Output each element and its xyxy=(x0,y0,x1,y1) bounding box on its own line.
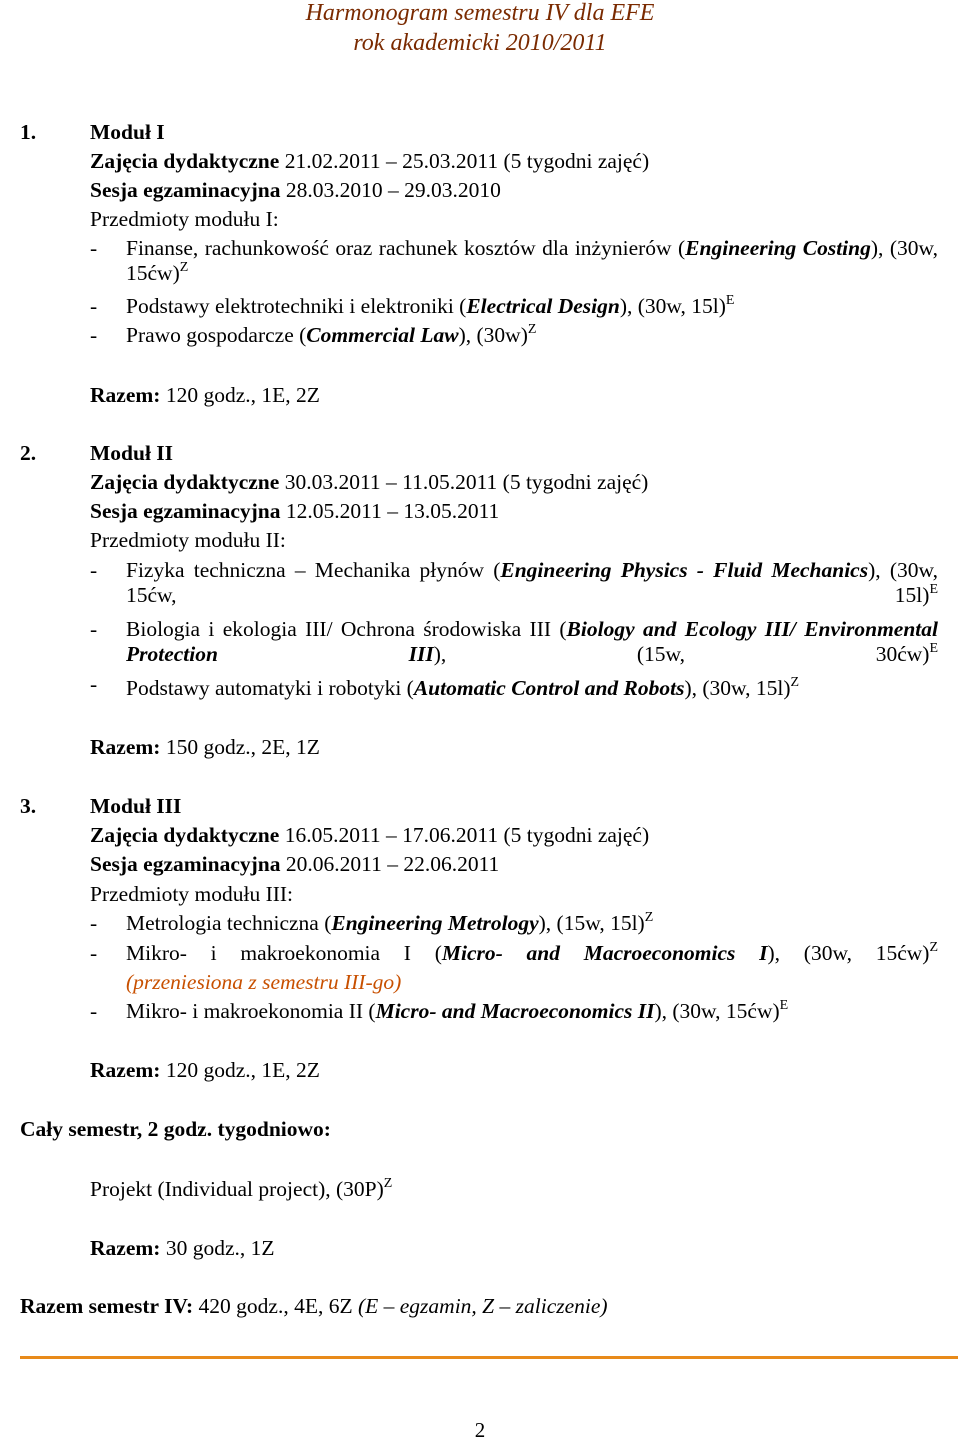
module-2-number: 2. xyxy=(20,441,37,465)
semester-total: Razem semestr IV: 420 godz., 4E, 6Z (E – egzamin, Z – zaliczenie) xyxy=(20,1294,608,1318)
transfer-note: (przeniesiona z semestru III-go) xyxy=(126,970,402,994)
module-1-subject-3: Prawo gospodarcze (Commercial Law), $(30w)^Z$ xyxy=(126,322,537,347)
list-dash: - xyxy=(90,911,98,935)
subject-english-name: Engineering Costing xyxy=(685,236,871,260)
module-2-name: Moduł II xyxy=(90,441,174,465)
project-total: Razem: 30 godz., 1Z xyxy=(90,1236,275,1260)
document-subtitle: rok akademicki 2010/2011 xyxy=(353,30,607,56)
list-dash: - xyxy=(90,999,98,1023)
module-1-session xyxy=(90,178,501,203)
module-3-name: Moduł III xyxy=(90,794,182,818)
session-dates: 28.03.2010 – 29.03.2010 xyxy=(285,178,501,202)
module-1-classes xyxy=(90,149,649,174)
module-2-classes: Zajęcia dydaktyczne 30.03.2011 – 11.05.2011 (5 tygodni zajęć) xyxy=(90,470,649,494)
page-number: 2 xyxy=(474,1418,486,1442)
module-1-name: Moduł I xyxy=(90,120,165,144)
list-dash: - xyxy=(90,236,98,260)
list-dash: - xyxy=(90,558,98,582)
classes-dates: 21.02.2011 – 25.03.2011 (5 tygodni zajęć) xyxy=(284,149,650,173)
list-dash: - xyxy=(90,617,98,641)
module-3-subject-2: Mikro- i makroekonomia I (Micro- and Macroeconomics I), (30w, 15ćw)$^Z$ xyxy=(126,940,938,965)
module-3-number: 3. xyxy=(20,794,37,818)
module-1-subject-1: Finanse, rachunkowość oraz rachunek kosztów dla inżynierów (Engineering Costing), (30w, 15ćw)$^Z$ xyxy=(126,236,938,285)
module-2-subject-3: Podstawy automatyki i robotyki (Automatic Control and Robots), (30w, 15l)$^Z$ xyxy=(126,675,800,700)
module-1-total: Razem: 120 godz., 1E, 2Z xyxy=(90,383,320,407)
list-dash: - xyxy=(90,323,98,347)
document-title: Harmonogram semestru IV dla EFE xyxy=(305,0,655,26)
module-2-total: Razem: 150 godz., 2E, 1Z xyxy=(90,735,320,759)
module-3-subject-3: Mikro- i makroekonomia II (Micro- and Macroeconomics II), (30w, 15ćw)$^E$ xyxy=(126,998,789,1023)
whole-semester-label: Cały semestr, 2 godz. tygodniowo: xyxy=(20,1117,331,1141)
list-dash: - xyxy=(90,941,98,965)
module-1-number: 1. xyxy=(20,120,37,144)
module-1-subjects-label: Przedmioty modułu I: xyxy=(90,207,279,231)
classes-label: Zajęcia dydaktyczne xyxy=(90,149,280,173)
session-label: Sesja egzaminacyjna xyxy=(90,178,281,202)
module-1-subject-2: Podstawy elektrotechniki i elektroniki (Electrical Design), (30w, 15l)$^E$ xyxy=(126,293,735,318)
module-3-classes: Zajęcia dydaktyczne 16.05.2011 – 17.06.2011 (5 tygodni zajęć) xyxy=(90,823,650,847)
module-3-subject-1: Metrologia techniczna (Engineering Metrology), (15w, 15l)$^Z$ xyxy=(126,910,654,935)
list-dash: - xyxy=(90,294,98,318)
module-3-session: Sesja egzaminacyjna 20.06.2011 – 22.06.2011 xyxy=(90,852,500,876)
module-2-subjects-label: Przedmioty modułu II: xyxy=(90,528,286,552)
module-2-subject-2: Biologia i ekologia III/ Ochrona środowiska III (Biology and Ecology III/ Environmental Protection III), (15w, 30ćw)$^E$ xyxy=(126,617,939,666)
list-dash: - xyxy=(90,672,98,696)
legend: (E – egzamin, Z – zaliczenie) xyxy=(357,1294,608,1318)
module-3-total: Razem: 120 godz., 1E, 2Z xyxy=(90,1058,320,1082)
footer-divider xyxy=(20,1356,958,1359)
module-2-subject-1: Fizyka techniczna – Mechanika płynów (Engineering Physics - Fluid Mechanics), (30w, 15ćw, 15l)$^E$ xyxy=(126,558,938,607)
project-line: Projekt (Individual project), $(30P)^Z$ xyxy=(90,1176,393,1201)
module-2-session: Sesja egzaminacyjna 12.05.2011 – 13.05.2011 xyxy=(90,499,500,523)
module-3-subjects-label: Przedmioty modułu III: xyxy=(90,882,294,906)
